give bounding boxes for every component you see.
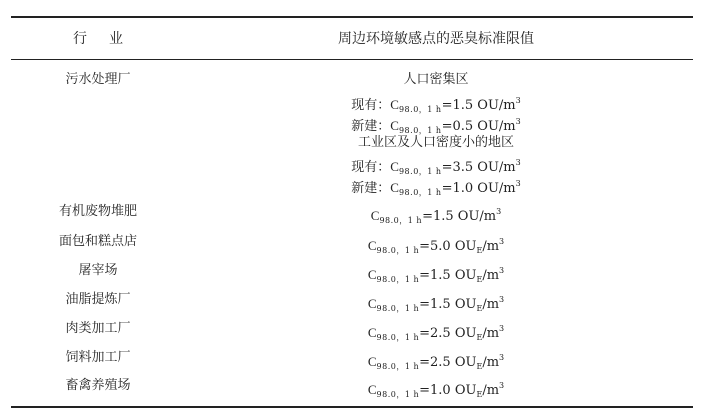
standard-value: 新建：$C_{98.0,1 h}=1.0$ $OU/m^3$ xyxy=(351,179,521,197)
table-bottom-rule xyxy=(11,406,693,408)
table-top-rule xyxy=(11,16,693,18)
industry-cell: 屠宰场 xyxy=(78,263,118,278)
industry-cell: 油脂提炼厂 xyxy=(65,292,131,307)
industry-cell: 有机废物堆肥 xyxy=(58,204,138,219)
area-label: 工业区及人口密度小的地区 xyxy=(357,135,515,150)
industry-cell: 饲料加工厂 xyxy=(65,350,131,365)
standard-value: $C_{98.0,1 h}=1.5$ $OU_E/m^3$ xyxy=(367,295,505,313)
industry-cell: 面包和糕点店 xyxy=(58,234,138,249)
standard-value: $C_{98.0,1 h}=1.0$ $OU_E/m^3$ xyxy=(367,381,505,399)
industry-cell: 肉类加工厂 xyxy=(65,321,131,336)
area-label: 人口密集区 xyxy=(403,72,469,87)
header-industry: 行业 xyxy=(73,31,145,47)
standard-value: 现有：$C_{98.0,1 h}=1.5$ $OU/m^3$ xyxy=(351,96,521,114)
standard-value: $C_{98.0,1 h}=5.0$ $OU_E/m^3$ xyxy=(367,237,505,255)
header-standard: 周边环境敏感点的恶臭标准限值 xyxy=(338,31,534,47)
industry-cell: 污水处理厂 xyxy=(65,72,131,87)
standard-value: $C_{98.0,1 h}=1.5$ $OU/m^3$ xyxy=(370,207,502,225)
table-header-rule xyxy=(11,59,693,60)
standard-value: $C_{98.0,1 h}=1.5$ $OU_E/m^3$ xyxy=(367,266,505,284)
standard-value: $C_{98.0,1 h}=2.5$ $OU_E/m^3$ xyxy=(367,324,505,342)
standard-value: 新建：$C_{98.0,1 h}=0.5$ $OU/m^3$ xyxy=(351,117,521,135)
standard-value: 现有：$C_{98.0,1 h}=3.5$ $OU/m^3$ xyxy=(351,158,521,176)
standard-value: $C_{98.0,1 h}=2.5$ $OU_E/m^3$ xyxy=(367,353,505,371)
industry-cell: 畜禽养殖场 xyxy=(65,378,131,393)
